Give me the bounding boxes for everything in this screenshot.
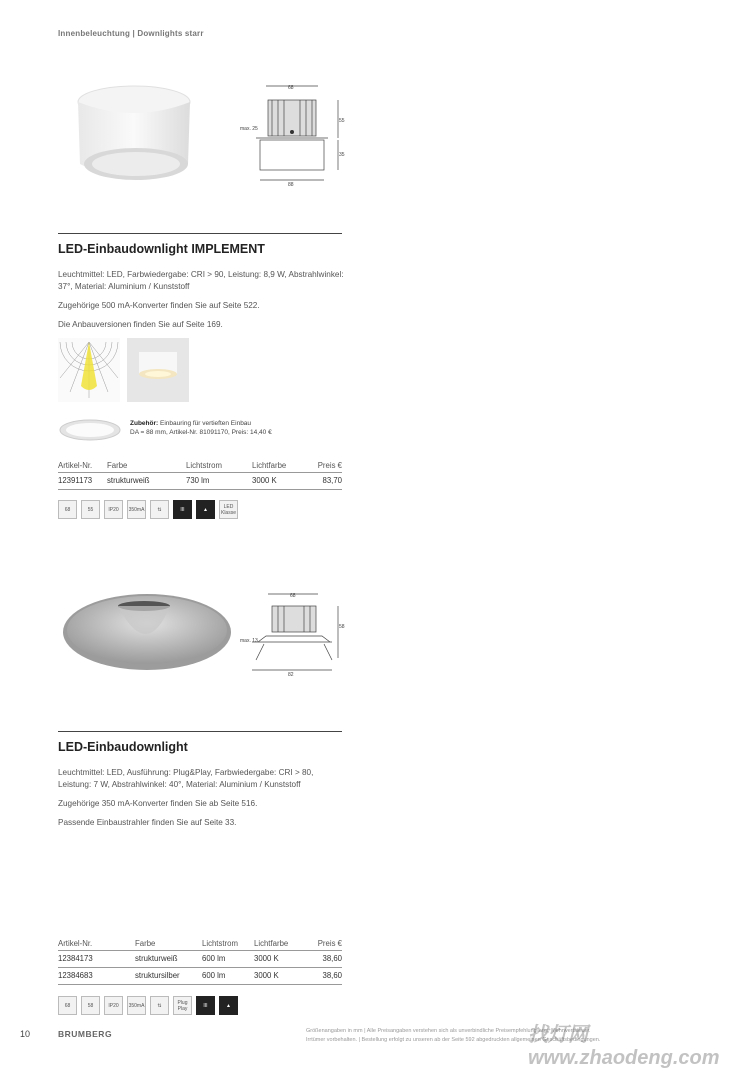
downlight-product-photo xyxy=(62,592,232,672)
safety-icon: ▲ xyxy=(219,996,238,1015)
reference-note: Passende Einbaustrahler finden Sie auf Seite 33. xyxy=(58,818,237,827)
product-title: LED-Einbaudownlight xyxy=(58,740,188,754)
light-color: 3000 K xyxy=(252,476,277,485)
plug-play-icon: Plug Play xyxy=(173,996,192,1015)
addon-note: Die Anbauversionen finden Sie auf Seite 169. xyxy=(58,320,223,329)
protection-class-icon: III xyxy=(173,500,192,519)
col-header: Lichtstrom xyxy=(186,461,222,470)
product-thumbnail xyxy=(127,338,189,402)
dim-right: 58 xyxy=(339,624,345,630)
safety-icon: ▲ xyxy=(196,500,215,519)
mounting-ring-photo xyxy=(58,416,122,444)
table-header xyxy=(58,458,342,473)
accessory-label: Zubehör: xyxy=(130,420,159,427)
converter-icon: ⇅ xyxy=(150,500,169,519)
cutout-icon: 68 xyxy=(58,500,77,519)
color: strukturweiß xyxy=(135,954,178,963)
accessory-text: Einbauring für vertieften Einbau xyxy=(159,420,252,427)
dim-bottom: 88 xyxy=(288,182,294,188)
article-number: 12384173 xyxy=(58,954,93,963)
col-header: Preis € xyxy=(317,461,342,470)
dim-max: max. 25 xyxy=(240,126,258,132)
accessory-info xyxy=(130,419,272,437)
price: 38,60 xyxy=(322,954,342,963)
brand-logo: BRUMBERG xyxy=(58,1029,113,1039)
product-spec: Leuchtmittel: LED, Farbwiedergabe: CRI > 90, Leistung: 8,9 W, Abstrahlwinkel: 37°, Material: Aluminium / Kunststoff xyxy=(58,270,344,291)
col-header: Preis € xyxy=(317,939,342,948)
product-spec: Leuchtmittel: LED, Ausführung: Plug&Play, Farbwiedergabe: CRI > 80, Leistung: 7 W, Abstrahlwinkel: 40°, Material: Aluminium / Kunststoff xyxy=(58,768,314,789)
col-header: Lichtfarbe xyxy=(254,939,289,948)
col-header: Artikel-Nr. xyxy=(58,461,93,470)
article-number: 12384683 xyxy=(58,971,93,980)
converter-note: Zugehörige 500 mA-Konverter finden Sie auf Seite 522. xyxy=(58,301,260,310)
section-rule xyxy=(58,731,342,732)
depth-icon: 58 xyxy=(81,996,100,1015)
cutout-icon: 68 xyxy=(58,996,77,1015)
light-color: 3000 K xyxy=(254,971,279,980)
downlight-technical-drawing xyxy=(238,586,348,678)
article-number: 12391173 xyxy=(58,476,93,485)
col-header: Artikel-Nr. xyxy=(58,939,93,948)
color: struktursilber xyxy=(135,971,180,980)
page-number: 10 xyxy=(20,1029,31,1039)
ip-rating-icon: IP20 xyxy=(104,996,123,1015)
luminous-flux: 600 lm xyxy=(202,954,226,963)
table-row xyxy=(58,473,342,490)
current-icon: 350mA xyxy=(127,996,146,1015)
energy-label-icon: LED Klasse xyxy=(219,500,238,519)
col-header: Farbe xyxy=(107,461,128,470)
depth-icon: 55 xyxy=(81,500,100,519)
converter-note: Zugehörige 350 mA-Konverter finden Sie ab Seite 516. xyxy=(58,799,258,808)
table-header xyxy=(58,936,342,951)
protection-class-icon: III xyxy=(196,996,215,1015)
certification-icons xyxy=(58,500,238,519)
price: 38,60 xyxy=(322,971,342,980)
converter-icon: ⇅ xyxy=(150,996,169,1015)
watermark: 找灯网 www.zhaodeng.com xyxy=(528,1024,720,1069)
dim-max: max. 13 xyxy=(240,638,258,644)
ip-rating-icon: IP20 xyxy=(104,500,123,519)
implement-technical-drawing xyxy=(238,80,348,192)
product-table xyxy=(58,936,342,985)
current-icon: 350mA xyxy=(127,500,146,519)
implement-product-photo xyxy=(68,80,198,190)
table-row xyxy=(58,968,342,985)
col-header: Lichtfarbe xyxy=(252,461,287,470)
legal-line-2: Irrtümer vorbehalten. | Bestellung erfolgt zu unseren ab der Seite 592 abgedruckten allgemeinen Geschäftsbedingungen. xyxy=(306,1037,601,1043)
product-title: LED-Einbaudownlight IMPLEMENT xyxy=(58,242,265,256)
luminous-flux: 730 lm xyxy=(186,476,210,485)
table-row xyxy=(58,951,342,968)
certification-icons xyxy=(58,996,238,1015)
light-distribution-diagram xyxy=(58,338,120,402)
dim-height: 55 xyxy=(339,118,345,124)
breadcrumb: Innenbeleuchtung | Downlights starr xyxy=(58,29,204,38)
luminous-flux: 600 lm xyxy=(202,971,226,980)
col-header: Lichtstrom xyxy=(202,939,238,948)
section-rule xyxy=(58,233,342,234)
product-table xyxy=(58,458,342,490)
color: strukturweiß xyxy=(107,476,150,485)
dim-right: 35 xyxy=(339,152,345,158)
light-color: 3000 K xyxy=(254,954,279,963)
accessory-detail: DA = 88 mm, Artikel-Nr. 81091170, Preis: 14,40 € xyxy=(130,429,272,436)
dim-top: 68 xyxy=(290,593,296,599)
dim-bottom: 82 xyxy=(288,672,294,678)
col-header: Farbe xyxy=(135,939,156,948)
legal-line-1: Größenangaben in mm | Alle Preisangaben verstehen sich als unverbindliche Preisempfehlung zzgl. Mehrwertsteuer. xyxy=(306,1028,591,1034)
dim-top: 68 xyxy=(288,85,294,91)
price: 83,70 xyxy=(322,476,342,485)
